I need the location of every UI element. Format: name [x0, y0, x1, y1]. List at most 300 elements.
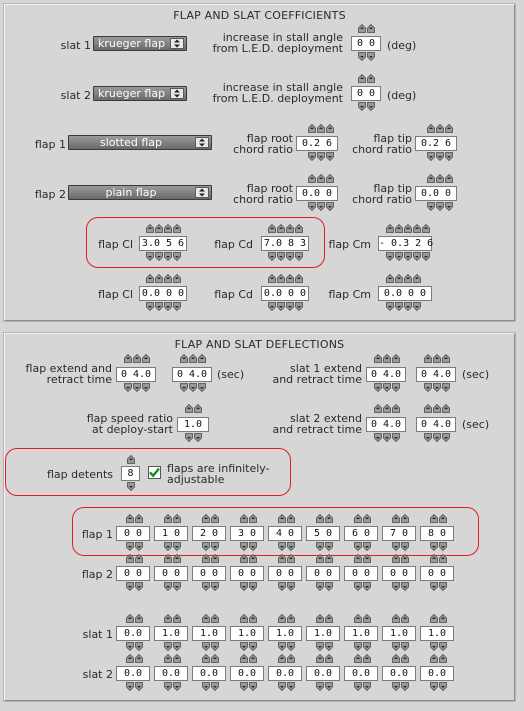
arrow-up-icon[interactable] — [429, 514, 438, 523]
row1-cl-field[interactable]: 3.0 5 6 — [139, 236, 187, 251]
decrement-arrows[interactable] — [239, 642, 257, 651]
arrow-up-icon[interactable] — [391, 514, 400, 523]
increment-arrows[interactable] — [145, 224, 181, 233]
increment-arrows[interactable] — [315, 654, 333, 663]
arrow-up-icon[interactable] — [432, 404, 441, 413]
arrow-up-icon[interactable] — [391, 354, 400, 363]
decrement-arrows[interactable] — [201, 542, 219, 551]
slat2-detent-field-2[interactable]: 0.0 — [154, 666, 188, 681]
arrow-down-icon[interactable] — [426, 202, 435, 211]
arrow-down-icon[interactable] — [324, 642, 333, 651]
arrow-up-icon[interactable] — [307, 124, 316, 133]
increment-arrows[interactable] — [315, 554, 333, 563]
arrow-down-icon[interactable] — [210, 682, 219, 691]
arrow-down-icon[interactable] — [400, 682, 409, 691]
arrow-up-icon[interactable] — [444, 124, 453, 133]
increment-arrows[interactable] — [385, 274, 421, 283]
arrow-down-icon[interactable] — [412, 302, 421, 311]
decrement-arrows[interactable] — [277, 642, 295, 651]
flap2-detent-field-9[interactable]: 0 0 — [420, 566, 454, 581]
decrement-arrows[interactable] — [423, 433, 450, 442]
increment-arrows[interactable] — [201, 654, 219, 663]
increment-arrows[interactable] — [357, 24, 375, 33]
arrow-up-icon[interactable] — [373, 354, 382, 363]
arrow-up-icon[interactable] — [435, 174, 444, 183]
arrow-down-icon[interactable] — [400, 542, 409, 551]
arrow-down-icon[interactable] — [123, 383, 132, 392]
slat1-detent-field-3[interactable]: 1.0 — [192, 626, 226, 641]
decrement-arrows[interactable] — [277, 582, 295, 591]
arrow-up-icon[interactable] — [125, 654, 134, 663]
decrement-arrows[interactable] — [357, 52, 375, 61]
arrow-up-icon[interactable] — [163, 554, 172, 563]
arrow-down-icon[interactable] — [239, 582, 248, 591]
arrow-up-icon[interactable] — [403, 274, 412, 283]
arrow-down-icon[interactable] — [357, 52, 366, 61]
arrow-up-icon[interactable] — [248, 654, 257, 663]
increment-arrows[interactable] — [429, 614, 447, 623]
infinite-adjust-checkbox[interactable] — [148, 466, 161, 479]
increment-arrows[interactable] — [163, 554, 181, 563]
flap1-detent-field-9[interactable]: 8 0 — [420, 526, 454, 541]
decrement-arrows[interactable] — [125, 582, 143, 591]
decrement-arrows[interactable] — [426, 152, 453, 161]
arrow-down-icon[interactable] — [316, 152, 325, 161]
flap1-tip-field[interactable]: 0.2 6 — [415, 136, 457, 151]
decrement-arrows[interactable] — [163, 682, 181, 691]
arrow-up-icon[interactable] — [172, 274, 181, 283]
increment-arrows[interactable] — [315, 514, 333, 523]
arrow-down-icon[interactable] — [353, 682, 362, 691]
decrement-arrows[interactable] — [385, 252, 430, 261]
decrement-arrows[interactable] — [267, 252, 303, 261]
decrement-arrows[interactable] — [239, 582, 257, 591]
arrow-down-icon[interactable] — [391, 383, 400, 392]
arrow-up-icon[interactable] — [438, 514, 447, 523]
increment-arrows[interactable] — [277, 514, 295, 523]
decrement-arrows[interactable] — [307, 152, 334, 161]
increment-arrows[interactable] — [201, 514, 219, 523]
arrow-down-icon[interactable] — [400, 642, 409, 651]
decrement-arrows[interactable] — [429, 642, 447, 651]
arrow-up-icon[interactable] — [362, 654, 371, 663]
increment-arrows[interactable] — [239, 654, 257, 663]
arrow-down-icon[interactable] — [210, 542, 219, 551]
decrement-arrows[interactable] — [429, 582, 447, 591]
arrow-up-icon[interactable] — [210, 614, 219, 623]
arrow-down-icon[interactable] — [179, 383, 188, 392]
arrow-up-icon[interactable] — [324, 554, 333, 563]
decrement-arrows[interactable] — [277, 682, 295, 691]
arrow-up-icon[interactable] — [382, 354, 391, 363]
arrow-down-icon[interactable] — [172, 582, 181, 591]
arrow-down-icon[interactable] — [429, 542, 438, 551]
increment-arrows[interactable] — [239, 514, 257, 523]
arrow-down-icon[interactable] — [163, 582, 172, 591]
arrow-up-icon[interactable] — [201, 614, 210, 623]
arrow-up-icon[interactable] — [132, 354, 141, 363]
increment-arrows[interactable] — [201, 554, 219, 563]
arrow-down-icon[interactable] — [248, 642, 257, 651]
flap2-detent-field-4[interactable]: 0 0 — [230, 566, 264, 581]
arrow-up-icon[interactable] — [315, 554, 324, 563]
increment-arrows[interactable] — [184, 404, 202, 413]
slat1-angle-field[interactable]: 0 0 — [351, 36, 381, 51]
arrow-down-icon[interactable] — [315, 682, 324, 691]
increment-arrows[interactable] — [353, 654, 371, 663]
arrow-down-icon[interactable] — [432, 433, 441, 442]
arrow-down-icon[interactable] — [357, 102, 366, 111]
detents-field[interactable]: 8 — [121, 466, 140, 481]
arrow-up-icon[interactable] — [172, 614, 181, 623]
decrement-arrows[interactable] — [163, 642, 181, 651]
arrow-down-icon[interactable] — [444, 152, 453, 161]
slat2-detent-field-9[interactable]: 0.0 — [420, 666, 454, 681]
flap1-detent-field-8[interactable]: 7 0 — [382, 526, 416, 541]
arrow-up-icon[interactable] — [239, 514, 248, 523]
decrement-arrows[interactable] — [353, 542, 371, 551]
arrow-down-icon[interactable] — [184, 433, 193, 442]
arrow-up-icon[interactable] — [362, 514, 371, 523]
arrow-down-icon[interactable] — [248, 542, 257, 551]
arrow-down-icon[interactable] — [435, 202, 444, 211]
arrow-up-icon[interactable] — [277, 514, 286, 523]
decrement-arrows[interactable] — [353, 642, 371, 651]
arrow-up-icon[interactable] — [201, 554, 210, 563]
decrement-arrows[interactable] — [184, 433, 202, 442]
arrow-up-icon[interactable] — [210, 554, 219, 563]
arrow-up-icon[interactable] — [412, 224, 421, 233]
arrow-up-icon[interactable] — [353, 554, 362, 563]
arrow-down-icon[interactable] — [400, 582, 409, 591]
arrow-down-icon[interactable] — [324, 582, 333, 591]
arrow-down-icon[interactable] — [277, 542, 286, 551]
arrow-up-icon[interactable] — [267, 274, 276, 283]
arrow-down-icon[interactable] — [429, 642, 438, 651]
arrow-up-icon[interactable] — [429, 614, 438, 623]
flap2-detent-field-6[interactable]: 0 0 — [306, 566, 340, 581]
arrow-down-icon[interactable] — [286, 642, 295, 651]
increment-arrows[interactable] — [126, 455, 135, 464]
arrow-down-icon[interactable] — [154, 252, 163, 261]
arrow-up-icon[interactable] — [444, 174, 453, 183]
arrow-down-icon[interactable] — [391, 642, 400, 651]
arrow-up-icon[interactable] — [188, 354, 197, 363]
arrow-up-icon[interactable] — [394, 274, 403, 283]
arrow-down-icon[interactable] — [435, 152, 444, 161]
arrow-up-icon[interactable] — [353, 514, 362, 523]
arrow-down-icon[interactable] — [391, 433, 400, 442]
decrement-arrows[interactable] — [277, 542, 295, 551]
arrow-down-icon[interactable] — [286, 542, 295, 551]
arrow-down-icon[interactable] — [134, 682, 143, 691]
arrow-up-icon[interactable] — [154, 224, 163, 233]
increment-arrows[interactable] — [307, 174, 334, 183]
arrow-up-icon[interactable] — [294, 274, 303, 283]
increment-arrows[interactable] — [429, 514, 447, 523]
arrow-up-icon[interactable] — [163, 274, 172, 283]
flap2-detent-field-5[interactable]: 0 0 — [268, 566, 302, 581]
arrow-down-icon[interactable] — [145, 252, 154, 261]
increment-arrows[interactable] — [391, 554, 409, 563]
arrow-down-icon[interactable] — [362, 682, 371, 691]
flap-retract-time-field[interactable]: 0 4.0 — [172, 367, 212, 382]
arrow-down-icon[interactable] — [307, 152, 316, 161]
arrow-up-icon[interactable] — [248, 514, 257, 523]
arrow-up-icon[interactable] — [429, 554, 438, 563]
increment-arrows[interactable] — [353, 514, 371, 523]
flap2-detent-field-7[interactable]: 0 0 — [344, 566, 378, 581]
slat1-detent-field-7[interactable]: 1.0 — [344, 626, 378, 641]
arrow-down-icon[interactable] — [163, 302, 172, 311]
increment-arrows[interactable] — [267, 224, 303, 233]
decrement-arrows[interactable] — [391, 582, 409, 591]
decrement-arrows[interactable] — [201, 642, 219, 651]
arrow-up-icon[interactable] — [286, 514, 295, 523]
arrow-up-icon[interactable] — [154, 274, 163, 283]
arrow-down-icon[interactable] — [163, 682, 172, 691]
arrow-down-icon[interactable] — [239, 542, 248, 551]
arrow-down-icon[interactable] — [201, 642, 210, 651]
increment-arrows[interactable] — [239, 614, 257, 623]
arrow-down-icon[interactable] — [197, 383, 206, 392]
arrow-down-icon[interactable] — [126, 482, 135, 491]
arrow-up-icon[interactable] — [366, 74, 375, 83]
flap1-detent-field-3[interactable]: 2 0 — [192, 526, 226, 541]
arrow-down-icon[interactable] — [325, 152, 334, 161]
arrow-up-icon[interactable] — [286, 554, 295, 563]
arrow-up-icon[interactable] — [286, 654, 295, 663]
decrement-arrows[interactable] — [423, 383, 450, 392]
increment-arrows[interactable] — [145, 274, 181, 283]
arrow-down-icon[interactable] — [276, 302, 285, 311]
flap2-detent-field-3[interactable]: 0 0 — [192, 566, 226, 581]
arrow-up-icon[interactable] — [248, 614, 257, 623]
arrow-up-icon[interactable] — [248, 554, 257, 563]
arrow-up-icon[interactable] — [400, 554, 409, 563]
decrement-arrows[interactable] — [373, 433, 400, 442]
arrow-down-icon[interactable] — [193, 433, 202, 442]
arrow-up-icon[interactable] — [429, 654, 438, 663]
arrow-up-icon[interactable] — [141, 354, 150, 363]
arrow-down-icon[interactable] — [201, 542, 210, 551]
slat1-type-dropdown[interactable]: krueger flap — [93, 36, 187, 51]
increment-arrows[interactable] — [391, 614, 409, 623]
arrow-down-icon[interactable] — [154, 302, 163, 311]
row2-cl-field[interactable]: 0.0 0 0 — [139, 286, 187, 301]
arrow-up-icon[interactable] — [277, 614, 286, 623]
arrow-down-icon[interactable] — [172, 542, 181, 551]
increment-arrows[interactable] — [125, 614, 143, 623]
arrow-down-icon[interactable] — [412, 252, 421, 261]
arrow-up-icon[interactable] — [285, 274, 294, 283]
arrow-up-icon[interactable] — [432, 354, 441, 363]
decrement-arrows[interactable] — [125, 682, 143, 691]
arrow-down-icon[interactable] — [382, 383, 391, 392]
slat1-detent-field-4[interactable]: 1.0 — [230, 626, 264, 641]
arrow-up-icon[interactable] — [373, 404, 382, 413]
decrement-arrows[interactable] — [353, 682, 371, 691]
increment-arrows[interactable] — [163, 654, 181, 663]
increment-arrows[interactable] — [426, 174, 453, 183]
arrow-up-icon[interactable] — [438, 654, 447, 663]
arrow-down-icon[interactable] — [382, 433, 391, 442]
arrow-up-icon[interactable] — [316, 124, 325, 133]
arrow-up-icon[interactable] — [403, 224, 412, 233]
slat2-detent-field-8[interactable]: 0.0 — [382, 666, 416, 681]
arrow-up-icon[interactable] — [145, 224, 154, 233]
arrow-up-icon[interactable] — [277, 654, 286, 663]
arrow-up-icon[interactable] — [294, 224, 303, 233]
decrement-arrows[interactable] — [125, 642, 143, 651]
arrow-up-icon[interactable] — [163, 654, 172, 663]
arrow-down-icon[interactable] — [315, 642, 324, 651]
arrow-down-icon[interactable] — [366, 102, 375, 111]
decrement-arrows[interactable] — [391, 542, 409, 551]
slat1-detent-field-1[interactable]: 0.0 — [116, 626, 150, 641]
arrow-up-icon[interactable] — [391, 654, 400, 663]
arrow-down-icon[interactable] — [125, 582, 134, 591]
increment-arrows[interactable] — [423, 404, 450, 413]
decrement-arrows[interactable] — [315, 682, 333, 691]
arrow-up-icon[interactable] — [163, 224, 172, 233]
row1-cm-field[interactable]: - 0.3 2 6 — [379, 238, 434, 249]
arrow-up-icon[interactable] — [145, 274, 154, 283]
arrow-down-icon[interactable] — [188, 383, 197, 392]
arrow-down-icon[interactable] — [325, 202, 334, 211]
arrow-down-icon[interactable] — [391, 582, 400, 591]
arrow-up-icon[interactable] — [172, 224, 181, 233]
arrow-up-icon[interactable] — [239, 614, 248, 623]
arrow-down-icon[interactable] — [172, 252, 181, 261]
increment-arrows[interactable] — [201, 614, 219, 623]
arrow-down-icon[interactable] — [385, 302, 394, 311]
arrow-down-icon[interactable] — [163, 252, 172, 261]
slat1-detent-field-5[interactable]: 1.0 — [268, 626, 302, 641]
flap1-type-dropdown[interactable]: slotted flap — [68, 135, 212, 150]
increment-arrows[interactable] — [277, 654, 295, 663]
arrow-down-icon[interactable] — [210, 582, 219, 591]
arrow-down-icon[interactable] — [362, 582, 371, 591]
decrement-arrows[interactable] — [201, 682, 219, 691]
arrow-up-icon[interactable] — [325, 124, 334, 133]
arrow-up-icon[interactable] — [441, 404, 450, 413]
arrow-down-icon[interactable] — [373, 383, 382, 392]
decrement-arrows[interactable] — [426, 202, 453, 211]
arrow-down-icon[interactable] — [277, 682, 286, 691]
slat2-detent-field-3[interactable]: 0.0 — [192, 666, 226, 681]
slat2-detent-field-5[interactable]: 0.0 — [268, 666, 302, 681]
increment-arrows[interactable] — [163, 514, 181, 523]
arrow-up-icon[interactable] — [285, 224, 294, 233]
arrow-up-icon[interactable] — [421, 224, 430, 233]
arrow-up-icon[interactable] — [276, 224, 285, 233]
arrow-down-icon[interactable] — [429, 582, 438, 591]
decrement-arrows[interactable] — [267, 302, 303, 311]
arrow-up-icon[interactable] — [423, 354, 432, 363]
arrow-down-icon[interactable] — [438, 542, 447, 551]
arrow-up-icon[interactable] — [193, 404, 202, 413]
increment-arrows[interactable] — [353, 554, 371, 563]
arrow-down-icon[interactable] — [125, 542, 134, 551]
decrement-arrows[interactable] — [391, 682, 409, 691]
decrement-arrows[interactable] — [239, 682, 257, 691]
arrow-up-icon[interactable] — [210, 654, 219, 663]
increment-arrows[interactable] — [353, 614, 371, 623]
arrow-down-icon[interactable] — [426, 152, 435, 161]
arrow-up-icon[interactable] — [400, 614, 409, 623]
increment-arrows[interactable] — [426, 124, 453, 133]
decrement-arrows[interactable] — [429, 682, 447, 691]
arrow-up-icon[interactable] — [201, 654, 210, 663]
increment-arrows[interactable] — [125, 554, 143, 563]
arrow-down-icon[interactable] — [134, 642, 143, 651]
increment-arrows[interactable] — [179, 354, 206, 363]
arrow-down-icon[interactable] — [277, 642, 286, 651]
flap-extend-time-field[interactable]: 0 4.0 — [116, 367, 156, 382]
arrow-up-icon[interactable] — [172, 514, 181, 523]
arrow-down-icon[interactable] — [432, 383, 441, 392]
arrow-down-icon[interactable] — [444, 202, 453, 211]
arrow-down-icon[interactable] — [141, 383, 150, 392]
arrow-down-icon[interactable] — [373, 433, 382, 442]
arrow-up-icon[interactable] — [125, 514, 134, 523]
increment-arrows[interactable] — [429, 654, 447, 663]
arrow-down-icon[interactable] — [403, 252, 412, 261]
increment-arrows[interactable] — [429, 554, 447, 563]
arrow-up-icon[interactable] — [134, 514, 143, 523]
arrow-down-icon[interactable] — [276, 252, 285, 261]
arrow-down-icon[interactable] — [394, 302, 403, 311]
arrow-up-icon[interactable] — [179, 354, 188, 363]
slat2-detent-field-4[interactable]: 0.0 — [230, 666, 264, 681]
arrow-down-icon[interactable] — [362, 542, 371, 551]
arrow-up-icon[interactable] — [126, 455, 135, 464]
arrow-up-icon[interactable] — [366, 24, 375, 33]
arrow-down-icon[interactable] — [315, 582, 324, 591]
arrow-up-icon[interactable] — [315, 514, 324, 523]
flap2-type-dropdown[interactable]: plain flap — [68, 185, 212, 200]
arrow-up-icon[interactable] — [325, 174, 334, 183]
slat1-detent-field-2[interactable]: 1.0 — [154, 626, 188, 641]
slat2-detent-field-6[interactable]: 0.0 — [306, 666, 340, 681]
arrow-down-icon[interactable] — [423, 433, 432, 442]
decrement-arrows[interactable] — [391, 642, 409, 651]
arrow-up-icon[interactable] — [277, 554, 286, 563]
arrow-up-icon[interactable] — [201, 514, 210, 523]
arrow-down-icon[interactable] — [248, 582, 257, 591]
arrow-down-icon[interactable] — [353, 642, 362, 651]
arrow-up-icon[interactable] — [394, 224, 403, 233]
arrow-down-icon[interactable] — [316, 202, 325, 211]
arrow-up-icon[interactable] — [307, 174, 316, 183]
arrow-down-icon[interactable] — [362, 642, 371, 651]
arrow-up-icon[interactable] — [324, 514, 333, 523]
arrow-down-icon[interactable] — [145, 302, 154, 311]
arrow-down-icon[interactable] — [394, 252, 403, 261]
row2-cd-field[interactable]: 0.0 0 0 — [261, 286, 309, 301]
flap1-root-field[interactable]: 0.2 6 — [296, 136, 338, 151]
arrow-down-icon[interactable] — [423, 383, 432, 392]
arrow-up-icon[interactable] — [391, 614, 400, 623]
increment-arrows[interactable] — [315, 614, 333, 623]
arrow-down-icon[interactable] — [125, 642, 134, 651]
decrement-arrows[interactable] — [429, 542, 447, 551]
arrow-down-icon[interactable] — [285, 252, 294, 261]
flap1-detent-field-6[interactable]: 5 0 — [306, 526, 340, 541]
arrow-up-icon[interactable] — [362, 614, 371, 623]
arrow-down-icon[interactable] — [248, 682, 257, 691]
